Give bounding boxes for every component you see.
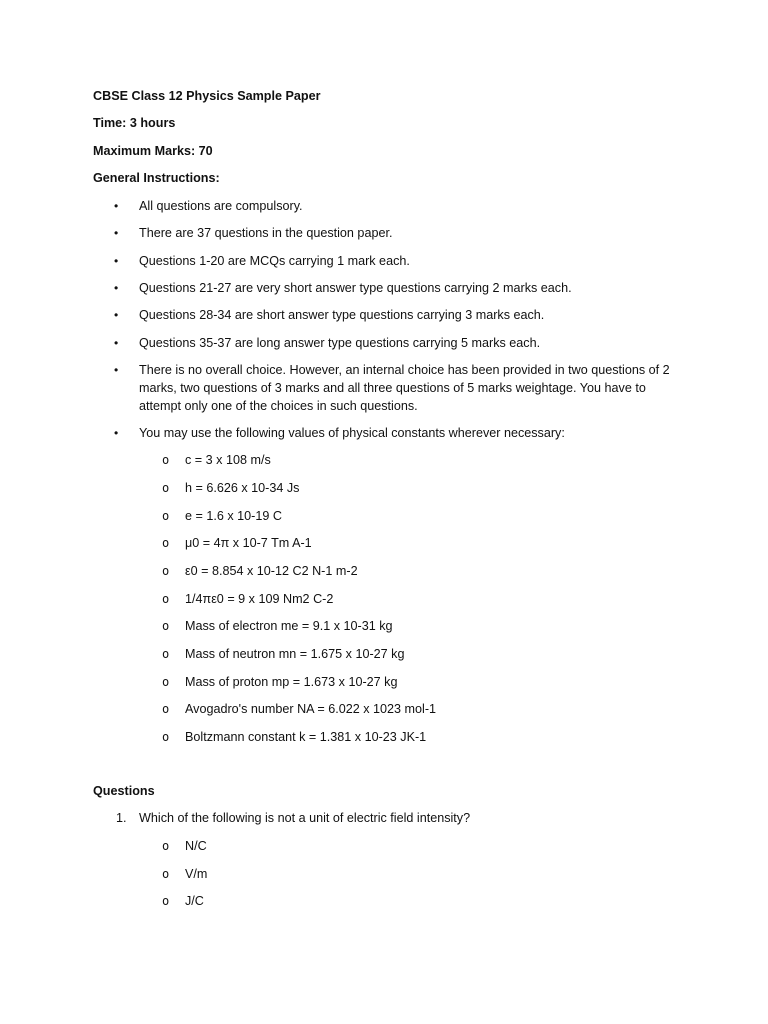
instruction-text: Questions 28-34 are short answer type questions carrying 3 marks each. (139, 308, 545, 322)
instruction-text: Questions 35-37 are long answer type questions carrying 5 marks each. (139, 336, 541, 350)
option-text: J/C (185, 894, 204, 908)
bullet-icon: • (114, 426, 119, 440)
circle-bullet-icon: o (162, 536, 170, 550)
circle-bullet-icon: o (162, 867, 170, 881)
circle-bullet-icon: o (162, 509, 170, 523)
instruction-text: There are 37 questions in the question paper. (139, 226, 393, 240)
constant-text: h = 6.626 x 10-34 Js (185, 481, 300, 495)
constant-text: Boltzmann constant k = 1.381 x 10-23 JK-1 (185, 730, 427, 744)
circle-bullet-icon: o (162, 592, 170, 606)
constant-text: 1/4πε0 = 9 x 109 Nm2 C-2 (185, 592, 334, 606)
constant-text: Avogadro's number NA = 6.022 x 1023 mol-1 (185, 702, 437, 716)
instructions-heading: General Instructions: (93, 171, 220, 185)
bullet-icon: • (114, 254, 119, 268)
constant-text: e = 1.6 x 10-19 C (185, 509, 282, 523)
instruction-text: Questions 1-20 are MCQs carrying 1 mark each. (139, 254, 410, 268)
circle-bullet-icon: o (162, 839, 170, 853)
circle-bullet-icon: o (162, 619, 170, 633)
circle-bullet-icon: o (162, 647, 170, 661)
question-number: 1. (116, 811, 127, 825)
circle-bullet-icon: o (162, 481, 170, 495)
circle-bullet-icon: o (162, 564, 170, 578)
circle-bullet-icon: o (162, 453, 170, 467)
constant-text: Mass of proton mp = 1.673 x 10-27 kg (185, 675, 398, 689)
instruction-text: Questions 21-27 are very short answer type questions carrying 2 marks each. (139, 281, 572, 295)
question-text: Which of the following is not a unit of electric field intensity? (139, 811, 471, 825)
circle-bullet-icon: o (162, 730, 170, 744)
time-line: Time: 3 hours (93, 116, 176, 130)
bullet-icon: • (114, 226, 119, 240)
max-marks-line: Maximum Marks: 70 (93, 144, 213, 158)
questions-heading: Questions (93, 784, 155, 798)
bullet-icon: • (114, 363, 119, 377)
bullet-icon: • (114, 308, 119, 322)
circle-bullet-icon: o (162, 894, 170, 908)
circle-bullet-icon: o (162, 702, 170, 716)
constant-text: Mass of electron me = 9.1 x 10-31 kg (185, 619, 393, 633)
circle-bullet-icon: o (162, 675, 170, 689)
constant-text: μ0 = 4π x 10-7 Tm A-1 (185, 536, 312, 550)
option-text: N/C (185, 839, 207, 853)
bullet-icon: • (114, 281, 119, 295)
instruction-text: All questions are compulsory. (139, 199, 303, 213)
bullet-icon: • (114, 336, 119, 350)
bullet-icon: • (114, 199, 119, 213)
document-title: CBSE Class 12 Physics Sample Paper (93, 89, 321, 103)
instruction-text: There is no overall choice. However, an internal choice has been provided in two questions of 2 marks, two questions of 3 marks and all three questions of 5 marks weightage. You have to attempt only one of the choices in such questions. (139, 363, 670, 413)
constant-text: ε0 = 8.854 x 10-12 C2 N-1 m-2 (185, 564, 358, 578)
constant-text: Mass of neutron mn = 1.675 x 10-27 kg (185, 647, 405, 661)
option-text: V/m (185, 867, 208, 881)
constant-text: c = 3 x 108 m/s (185, 453, 271, 467)
instruction-text: You may use the following values of physical constants wherever necessary: (139, 426, 565, 440)
